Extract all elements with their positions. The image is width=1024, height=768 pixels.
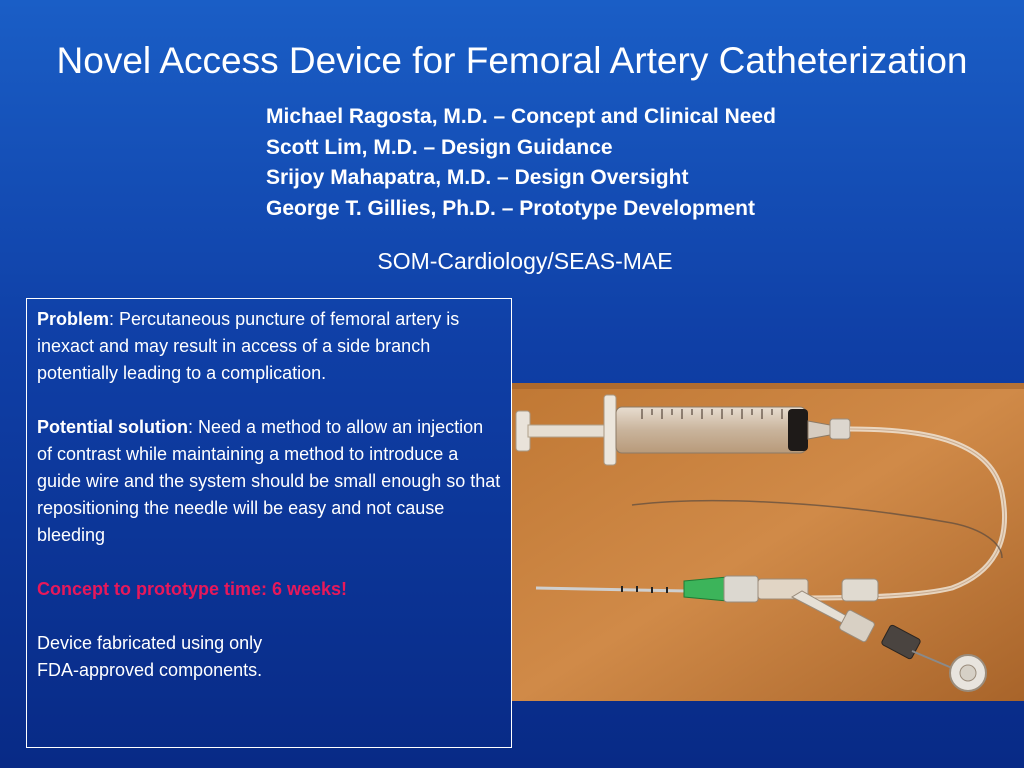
fabrication-line-2: FDA-approved components. bbox=[37, 660, 263, 680]
author-list bbox=[266, 102, 776, 224]
luer-connector bbox=[830, 419, 850, 439]
table-edge bbox=[512, 383, 1024, 389]
solution-text: : Need a method to allow an injection of contrast while maintaining a method to introduce a guide wire and the system should be small enough so that repositioning the needle will be easy and not cause bleeding bbox=[37, 417, 501, 545]
department-label: SOM-Cardiology/SEAS-MAE bbox=[377, 248, 673, 274]
device-photo bbox=[512, 383, 1024, 701]
hub-connector bbox=[724, 576, 758, 602]
problem-paragraph bbox=[37, 306, 501, 387]
plunger-stopper bbox=[788, 409, 808, 451]
side-connector bbox=[842, 579, 878, 601]
solution-label: Potential solution bbox=[37, 417, 188, 437]
slide-title: Novel Access Device for Femoral Artery Catheterization bbox=[56, 40, 968, 81]
author-line: George T. Gillies, Ph.D. – Prototype Development bbox=[266, 196, 755, 220]
author-line: Srijoy Mahapatra, M.D. – Design Oversight bbox=[266, 166, 689, 189]
author-line: Michael Ragosta, M.D. – Concept and Clinical Need bbox=[266, 105, 776, 128]
needle-hub bbox=[684, 577, 727, 601]
problem-label: Problem bbox=[37, 309, 110, 329]
timeline-highlight: Concept to prototype time: 6 weeks! bbox=[37, 579, 348, 599]
fabrication-note bbox=[37, 630, 501, 684]
solution-paragraph bbox=[37, 414, 501, 549]
end-cap-center bbox=[960, 665, 976, 681]
syringe-barrel bbox=[616, 407, 806, 453]
barrel-flange bbox=[604, 395, 616, 465]
fabrication-line-1: Device fabricated using only bbox=[37, 633, 263, 653]
problem-text: : Percutaneous puncture of femoral artery is inexact and may result in access of a side branch potentially leading to a complication. bbox=[37, 309, 460, 383]
device-illustration bbox=[512, 383, 1024, 701]
author-line: Scott Lim, M.D. – Design Guidance bbox=[266, 135, 613, 159]
description-textbox bbox=[26, 298, 512, 748]
